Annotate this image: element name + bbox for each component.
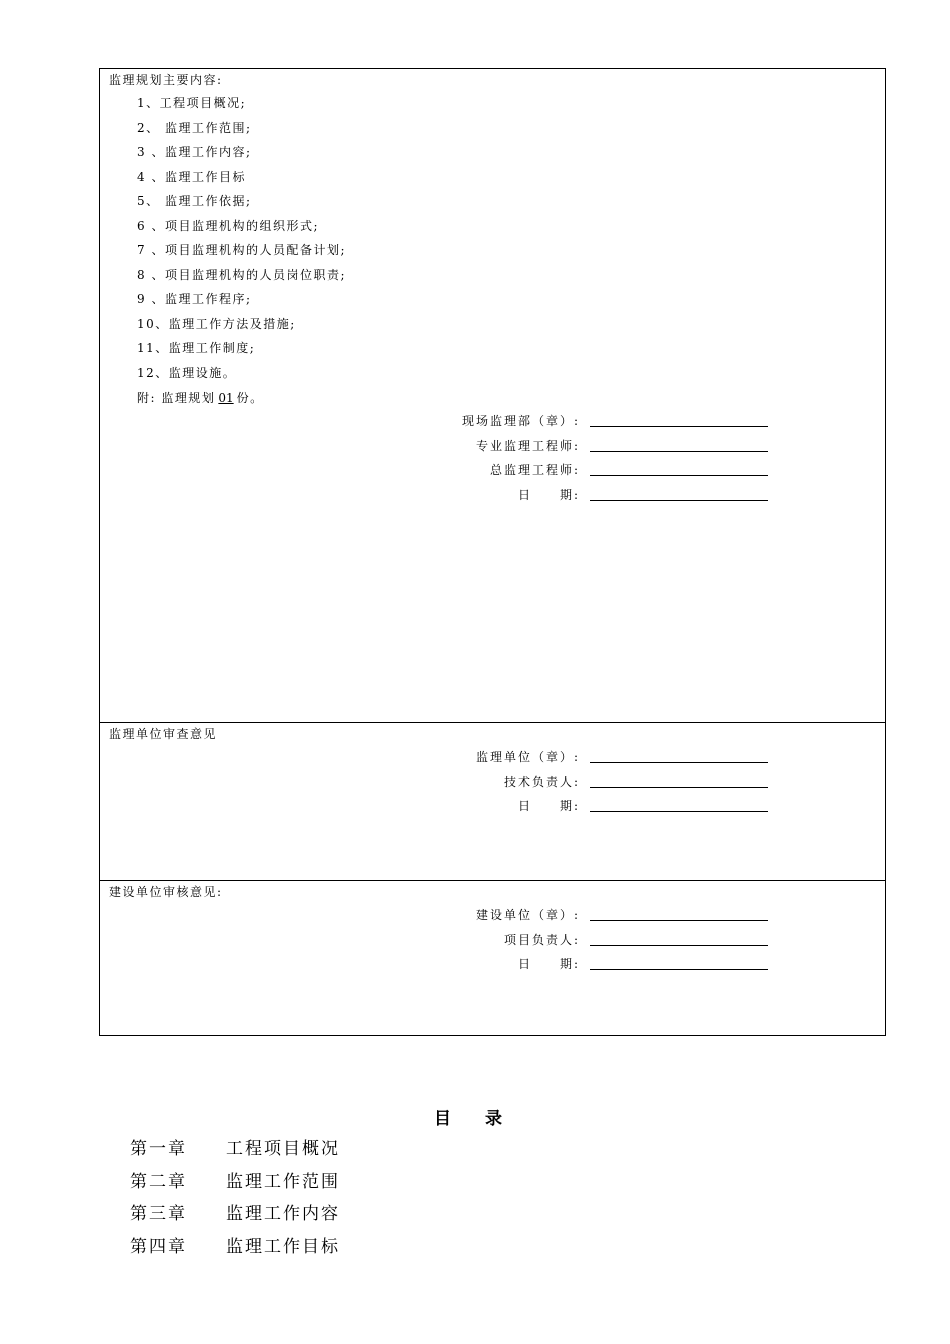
plan-item: 10、监理工作方法及措施; xyxy=(137,316,296,331)
plan-item: 5、 监理工作依据; xyxy=(137,194,252,208)
plan-item: 9 、监理工作程序; xyxy=(137,292,252,306)
signature-row xyxy=(400,461,780,486)
attachment-prefix: 附: 监理规划 xyxy=(137,391,216,405)
signature-row xyxy=(400,486,780,511)
chapter-title: 监理工作目标 xyxy=(226,1236,340,1257)
plan-items-list xyxy=(137,95,346,389)
signature-row xyxy=(400,931,780,956)
signature-line-field[interactable] xyxy=(590,811,768,812)
plan-item: 11、监理工作制度; xyxy=(137,341,256,355)
signature-line-field[interactable] xyxy=(590,945,768,946)
toc-entry[interactable] xyxy=(130,1232,340,1265)
attachment-note xyxy=(137,389,264,406)
signature-line-field[interactable] xyxy=(590,787,768,788)
chapter-title: 监理工作内容 xyxy=(226,1204,340,1224)
chapter-number: 第一章 xyxy=(130,1139,187,1159)
signature-line-field[interactable] xyxy=(590,475,768,476)
signature-line-field[interactable] xyxy=(590,500,768,501)
chapter-title: 工程项目概况 xyxy=(226,1139,340,1159)
plan-item: 4 、监理工作目标 xyxy=(137,169,246,184)
supervisor-section-heading: 监理单位审查意见 xyxy=(109,727,218,741)
signature-label: 监理单位（章）: xyxy=(475,750,580,764)
signature-label: 建设单位（章）: xyxy=(475,908,580,922)
signature-label: 日 期: xyxy=(517,487,580,502)
chapter-number: 第四章 xyxy=(130,1236,187,1257)
toc-title: 目 录 xyxy=(434,1109,516,1129)
plan-item: 6 、项目监理机构的组织形式; xyxy=(137,218,319,233)
signature-label: 日 期: xyxy=(517,957,580,971)
signature-label: 总监理工程师: xyxy=(489,463,580,477)
signature-line-field[interactable] xyxy=(590,451,768,452)
toc-entry[interactable] xyxy=(130,1199,340,1232)
chapter-number: 第二章 xyxy=(130,1171,187,1192)
signature-line-field[interactable] xyxy=(590,920,768,921)
signature-row xyxy=(400,412,780,437)
attachment-suffix: 份。 xyxy=(236,391,264,405)
plan-item: 8 、项目监理机构的人员岗位职责; xyxy=(137,267,346,282)
signature-row xyxy=(400,748,780,773)
signature-row xyxy=(400,955,780,980)
supervisor-signature-block xyxy=(400,748,780,822)
signature-label: 技术负责人: xyxy=(503,774,580,789)
owner-section-heading: 建设单位审核意见: xyxy=(109,885,223,899)
plan-section-heading: 监理规划主要内容: xyxy=(109,73,223,87)
attachment-count: 01 xyxy=(218,391,234,405)
signature-row xyxy=(400,906,780,931)
signature-label: 现场监理部（章）: xyxy=(461,414,580,428)
signature-row xyxy=(400,437,780,462)
plan-item: 7 、项目监理机构的人员配备计划; xyxy=(137,243,346,257)
signature-label: 专业监理工程师: xyxy=(475,438,580,453)
toc-entry[interactable] xyxy=(130,1134,340,1167)
signature-line-field[interactable] xyxy=(590,969,768,970)
signature-line-field[interactable] xyxy=(590,426,768,427)
signature-row xyxy=(400,773,780,798)
owner-signature-block xyxy=(400,906,780,980)
plan-item: 1、工程项目概况; xyxy=(137,96,247,110)
toc-entry[interactable] xyxy=(130,1167,340,1200)
plan-item: 12、监理设施。 xyxy=(137,365,237,380)
approval-form-table xyxy=(99,68,886,1036)
plan-signature-block xyxy=(400,412,780,510)
signature-label: 项目负责人: xyxy=(503,932,580,947)
table-of-contents xyxy=(130,1134,340,1264)
plan-item: 3 、监理工作内容; xyxy=(137,145,252,159)
chapter-title: 监理工作范围 xyxy=(226,1171,340,1192)
signature-line-field[interactable] xyxy=(590,762,768,763)
plan-item: 2、 监理工作范围; xyxy=(137,120,252,135)
owner-review-section xyxy=(100,881,885,1035)
plan-content-section xyxy=(100,69,885,723)
signature-label: 日 期: xyxy=(517,799,580,813)
signature-row xyxy=(400,797,780,822)
chapter-number: 第三章 xyxy=(130,1204,187,1224)
supervisor-review-section xyxy=(100,723,885,881)
